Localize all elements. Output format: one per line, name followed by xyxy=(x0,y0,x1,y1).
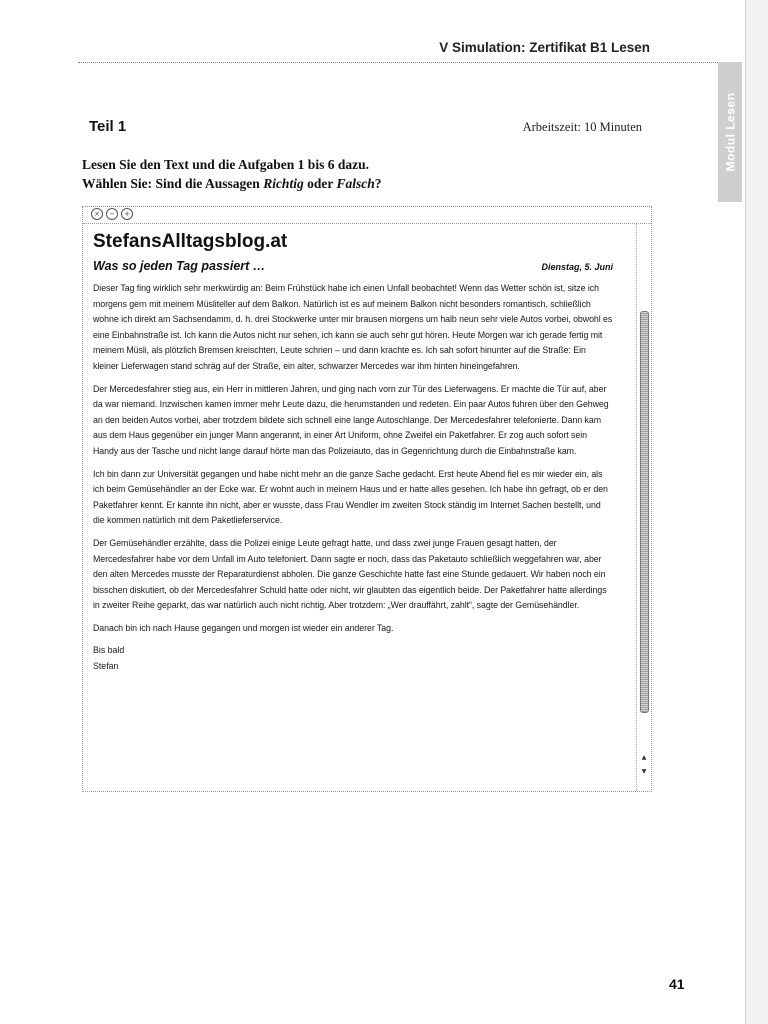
post-closing xyxy=(93,643,613,674)
scroll-up-arrow-icon[interactable]: ▲ xyxy=(641,754,647,761)
instruction-line-2 xyxy=(82,174,381,193)
post-date: Dienstag, 5. Juni xyxy=(541,262,613,272)
work-time: Arbeitszeit: 10 Minuten xyxy=(522,120,642,134)
window-buttons xyxy=(91,208,133,220)
header-divider xyxy=(78,62,718,64)
post-paragraph: Der Gemüsehändler erzählte, dass die Polizei einige Leute gefragt hatte, und dass zwei junge Frauen gesagt hatten, der Mercedesfahrer habe vor dem Unfall im Auto telefoniert. Dann sagte er noch, dass das Paketauto schließlich weggefahren war, aber den alten Mercedes musste der Reparaturdienst abholen. Die ganze Geschichte hatte fast eine Stunde gedauert. Wir haben noch ein bisschen diskutiert, ob der Mercedesfahrer Schuld hatte oder nicht, wir glaubten das eigentlich beide. Der Paketfahrer hatte allerdings in zweiter Reihe geparkt, das war natürlich auch nicht richtig. Aber trotzdem: „Wer drauffährt, zahlt“, sagte der Gemüsehändler. xyxy=(93,537,607,611)
post-body xyxy=(93,281,613,636)
post-paragraph: Dieser Tag fing wirklich sehr merkwürdig an: Beim Frühstück habe ich einen Unfall beobachtet! Wenn das Wetter schön ist, sitze ich morgens gern mit meinem Müsliteller auf dem Balkon. Natürlich ist es auf meinem Balkon nicht besonders romantisch, schließlich wohne ich direkt am Sachsendamm, d. h. drei Stockwerke unter mir brausen morgens um halb neun sehr viele Autos vorbei, obwohl es eine Einbahnstraße ist. Ich kann die Autos nicht nur sehen, ich kann sie auch sehr gut hören. Heute Morgen war ich gerade fertig mit meinem Müsli, als plötzlich Bremsen kreischten, Leute schrien – und dann krachte es. Ich sah sofort hinunter auf die Straße: Ein kleiner Lieferwagen stand schräg auf der Straße, ein alter, schwarzer Mercedes war ihm hinten hineingefahren. xyxy=(93,283,613,371)
blog-content xyxy=(93,231,613,675)
post-paragraph: Ich bin dann zur Universität gegangen und habe nicht mehr an die ganze Sache gedacht. Erst heute Abend fiel es mir wieder ein, als ich beim Gemüsehändler an der Ecke war. Er wohnt auch in meinem Haus und er hatte alles gesehen. Ich habe ihn gefragt, ob er den Paketfahrer kennt. Er kannte ihn nicht, aber er wusste, dass Frau Wendler im zweiten Stock ständig im Internet Sachen bestellt, und die kommen natürlich mit dem Paketlieferservice. xyxy=(93,468,608,526)
instruction-richtig: Richtig xyxy=(263,176,304,191)
section-tab xyxy=(718,62,742,202)
blog-title: StefansAlltagsblog.at xyxy=(93,231,288,252)
blog-tagline: Was so jeden Tag passiert … xyxy=(93,259,266,273)
post-paragraph: Danach bin ich nach Hause gegangen und morgen ist wieder ein anderer Tag. xyxy=(93,622,394,633)
page-edge xyxy=(745,0,768,1024)
window-title-bar xyxy=(83,207,651,224)
instruction-prefix: Wählen Sie: Sind die Aussagen xyxy=(82,176,264,191)
instruction-suffix: ? xyxy=(374,176,382,191)
instruction-oder: oder xyxy=(303,176,337,191)
closing-greeting: Bis bald xyxy=(93,645,125,656)
maximize-icon[interactable]: + xyxy=(121,208,133,220)
browser-window xyxy=(82,206,652,792)
part-title: Teil 1 xyxy=(89,118,127,135)
page-header-title: V Simulation: Zertifikat B1 Lesen xyxy=(439,40,650,55)
scroll-down-arrow-icon[interactable]: ▼ xyxy=(641,768,647,775)
instruction-falsch: Falsch xyxy=(336,176,375,191)
section-tab-label: Modul Lesen xyxy=(723,92,737,172)
closing-signature: Stefan xyxy=(93,661,119,672)
post-paragraph: Der Mercedesfahrer stieg aus, ein Herr in mittleren Jahren, und ging nach vorn zur Tür des Lieferwagens. Er machte die Tür auf, aber da war niemand. Inzwischen kamen immer mehr Leute dazu, die herumstanden und redeten. Ein paar Autos fuhren über den Gehweg an den beiden Autos vorbei, aber trotzdem bildete sich schnell eine lange Autoschlange. Der Mercedesfahrer telefonierte. Dann kam aus dem Haus gegenüber ein junger Mann angerannt, in einer Art Uniform, ohne Zweifel ein Paketfahrer. Er zog auch sofort sein Handy aus der Tasche und nicht lange darauf hörte man das Polizeiauto, das in Gegenrichtung durch die Einbahnstraße kam. xyxy=(93,383,609,456)
close-icon[interactable]: × xyxy=(91,208,103,220)
scrollbar[interactable] xyxy=(636,223,651,791)
scrollbar-thumb[interactable] xyxy=(640,311,649,713)
blog-meta-row xyxy=(93,259,613,273)
page-number: 41 xyxy=(669,976,685,992)
minimize-icon[interactable]: − xyxy=(106,208,118,220)
instruction-line-1: Lesen Sie den Text und die Aufgaben 1 bis 6 dazu. xyxy=(82,157,369,172)
task-instructions xyxy=(82,155,381,193)
